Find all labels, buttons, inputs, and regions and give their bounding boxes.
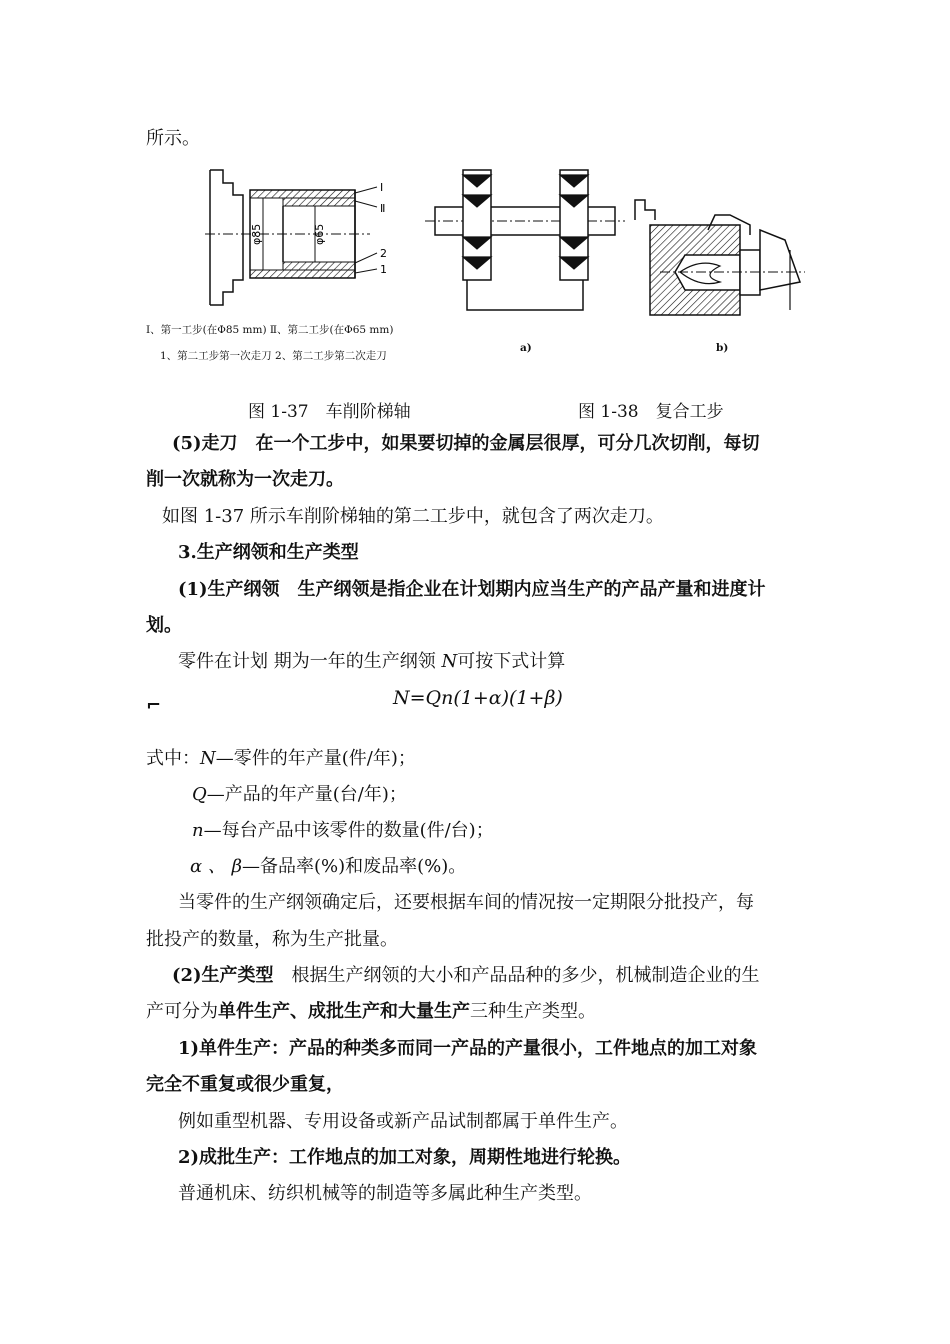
- p3-head: (1)生产纲领 生产纲领是指企业在计划期内应当生产的产品产量和进度计: [178, 579, 766, 600]
- label-a: a): [520, 342, 532, 354]
- figure1-legend-line1: Ⅰ、第一工步(在Φ85 mm) Ⅱ、第二工步(在Φ65 mm): [146, 324, 394, 336]
- formula: N=Qn(1+α)(1+β): [393, 687, 563, 709]
- p6-cont-b: 三种生产类型。: [470, 1001, 596, 1022]
- p8: 例如重型机器、专用设备或新产品试制都属于单件生产。: [178, 1111, 628, 1132]
- def-row-n: [192, 819, 494, 843]
- label-2: 2: [380, 247, 387, 260]
- top-text: 所示。: [146, 128, 200, 149]
- p4-a: 零件在计划 期为一年的生产纲领: [178, 651, 442, 672]
- p4: [178, 650, 565, 674]
- compound-step-figure-b: [630, 190, 810, 325]
- p6-cont-a: 产可分为: [146, 1001, 218, 1022]
- def-row-alpha-beta: [190, 855, 466, 879]
- dim-phi65: φ65: [313, 223, 326, 245]
- p10: 普通机床、纺织机械等的制造等多属此种生产类型。: [178, 1183, 592, 1204]
- def-row-N: [146, 747, 416, 771]
- label-b: b): [716, 342, 729, 354]
- def-intro: 式中：: [146, 748, 200, 769]
- compound-step-figure-a: [425, 165, 625, 325]
- def-var-N: N: [200, 748, 216, 769]
- p6-bold-head: (2)生产类型: [172, 965, 274, 986]
- stepped-shaft-figure: [205, 165, 405, 310]
- p6-cont: [146, 1000, 596, 1024]
- def-text-Q: —产品的年产量(台/年)；: [206, 784, 407, 805]
- p1-head: (5)走刀 在一个工步中，如果要切掉的金属层很厚，可分几次切削，每切: [172, 433, 760, 454]
- label-1: 1: [380, 263, 387, 276]
- p6-cont-bold: 单件生产、成批生产和大量生产: [218, 1001, 470, 1022]
- p5-cont: 批投产的数量，称为生产批量。: [146, 929, 398, 950]
- p7-cont: 完全不重复或很少重复，: [146, 1074, 344, 1095]
- figure1-legend-line2: 1、第二工步第一次走刀 2、第二工步第二次走刀: [160, 350, 387, 362]
- p7-head: 1)单件生产：产品的种类多而同一产品的产量很小，工件地点的加工对象: [178, 1038, 758, 1059]
- def-var-alpha-beta: α 、 β: [190, 856, 243, 877]
- figure2-caption: 图 1-38 复合工步: [578, 402, 724, 422]
- def-text-N: —零件的年产量(件/年)；: [215, 748, 416, 769]
- def-text-alpha-beta: —备品率(%)和废品率(%)。: [242, 856, 467, 877]
- def-var-n: n: [192, 820, 204, 841]
- p1-cont: 削一次就称为一次走刀。: [146, 469, 344, 490]
- label-I: I: [380, 181, 384, 194]
- p4-var: N: [441, 651, 458, 672]
- def-text-n: —每台产品中该零件的数量(件/台)；: [203, 820, 494, 841]
- def-var-Q: Q: [192, 784, 207, 805]
- p9: 2)成批生产：工作地点的加工对象，周期性地进行轮换。: [178, 1147, 632, 1168]
- p3-cont: 划。: [146, 615, 182, 636]
- p2: 如图 1-37 所示车削阶梯轴的第二工步中，就包含了两次走刀。: [162, 506, 664, 527]
- dim-phi85: φ85: [250, 223, 263, 245]
- p5-head: 当零件的生产纲领确定后，还要根据车间的情况按一定期限分批投产，每: [178, 892, 754, 913]
- def-row-Q: [192, 783, 407, 807]
- p6-head-rest: 根据生产纲领的大小和产品品种的多少，机械制造企业的生: [273, 965, 760, 986]
- p4-b: 可按下式计算: [457, 651, 566, 672]
- figure1-caption: 图 1-37 车削阶梯轴: [248, 402, 411, 422]
- p6-head: [172, 964, 760, 988]
- section3-heading: 3.生产纲领和生产类型: [178, 542, 359, 563]
- corner-mark: ⌐: [146, 695, 162, 716]
- label-II: Ⅱ: [380, 202, 386, 215]
